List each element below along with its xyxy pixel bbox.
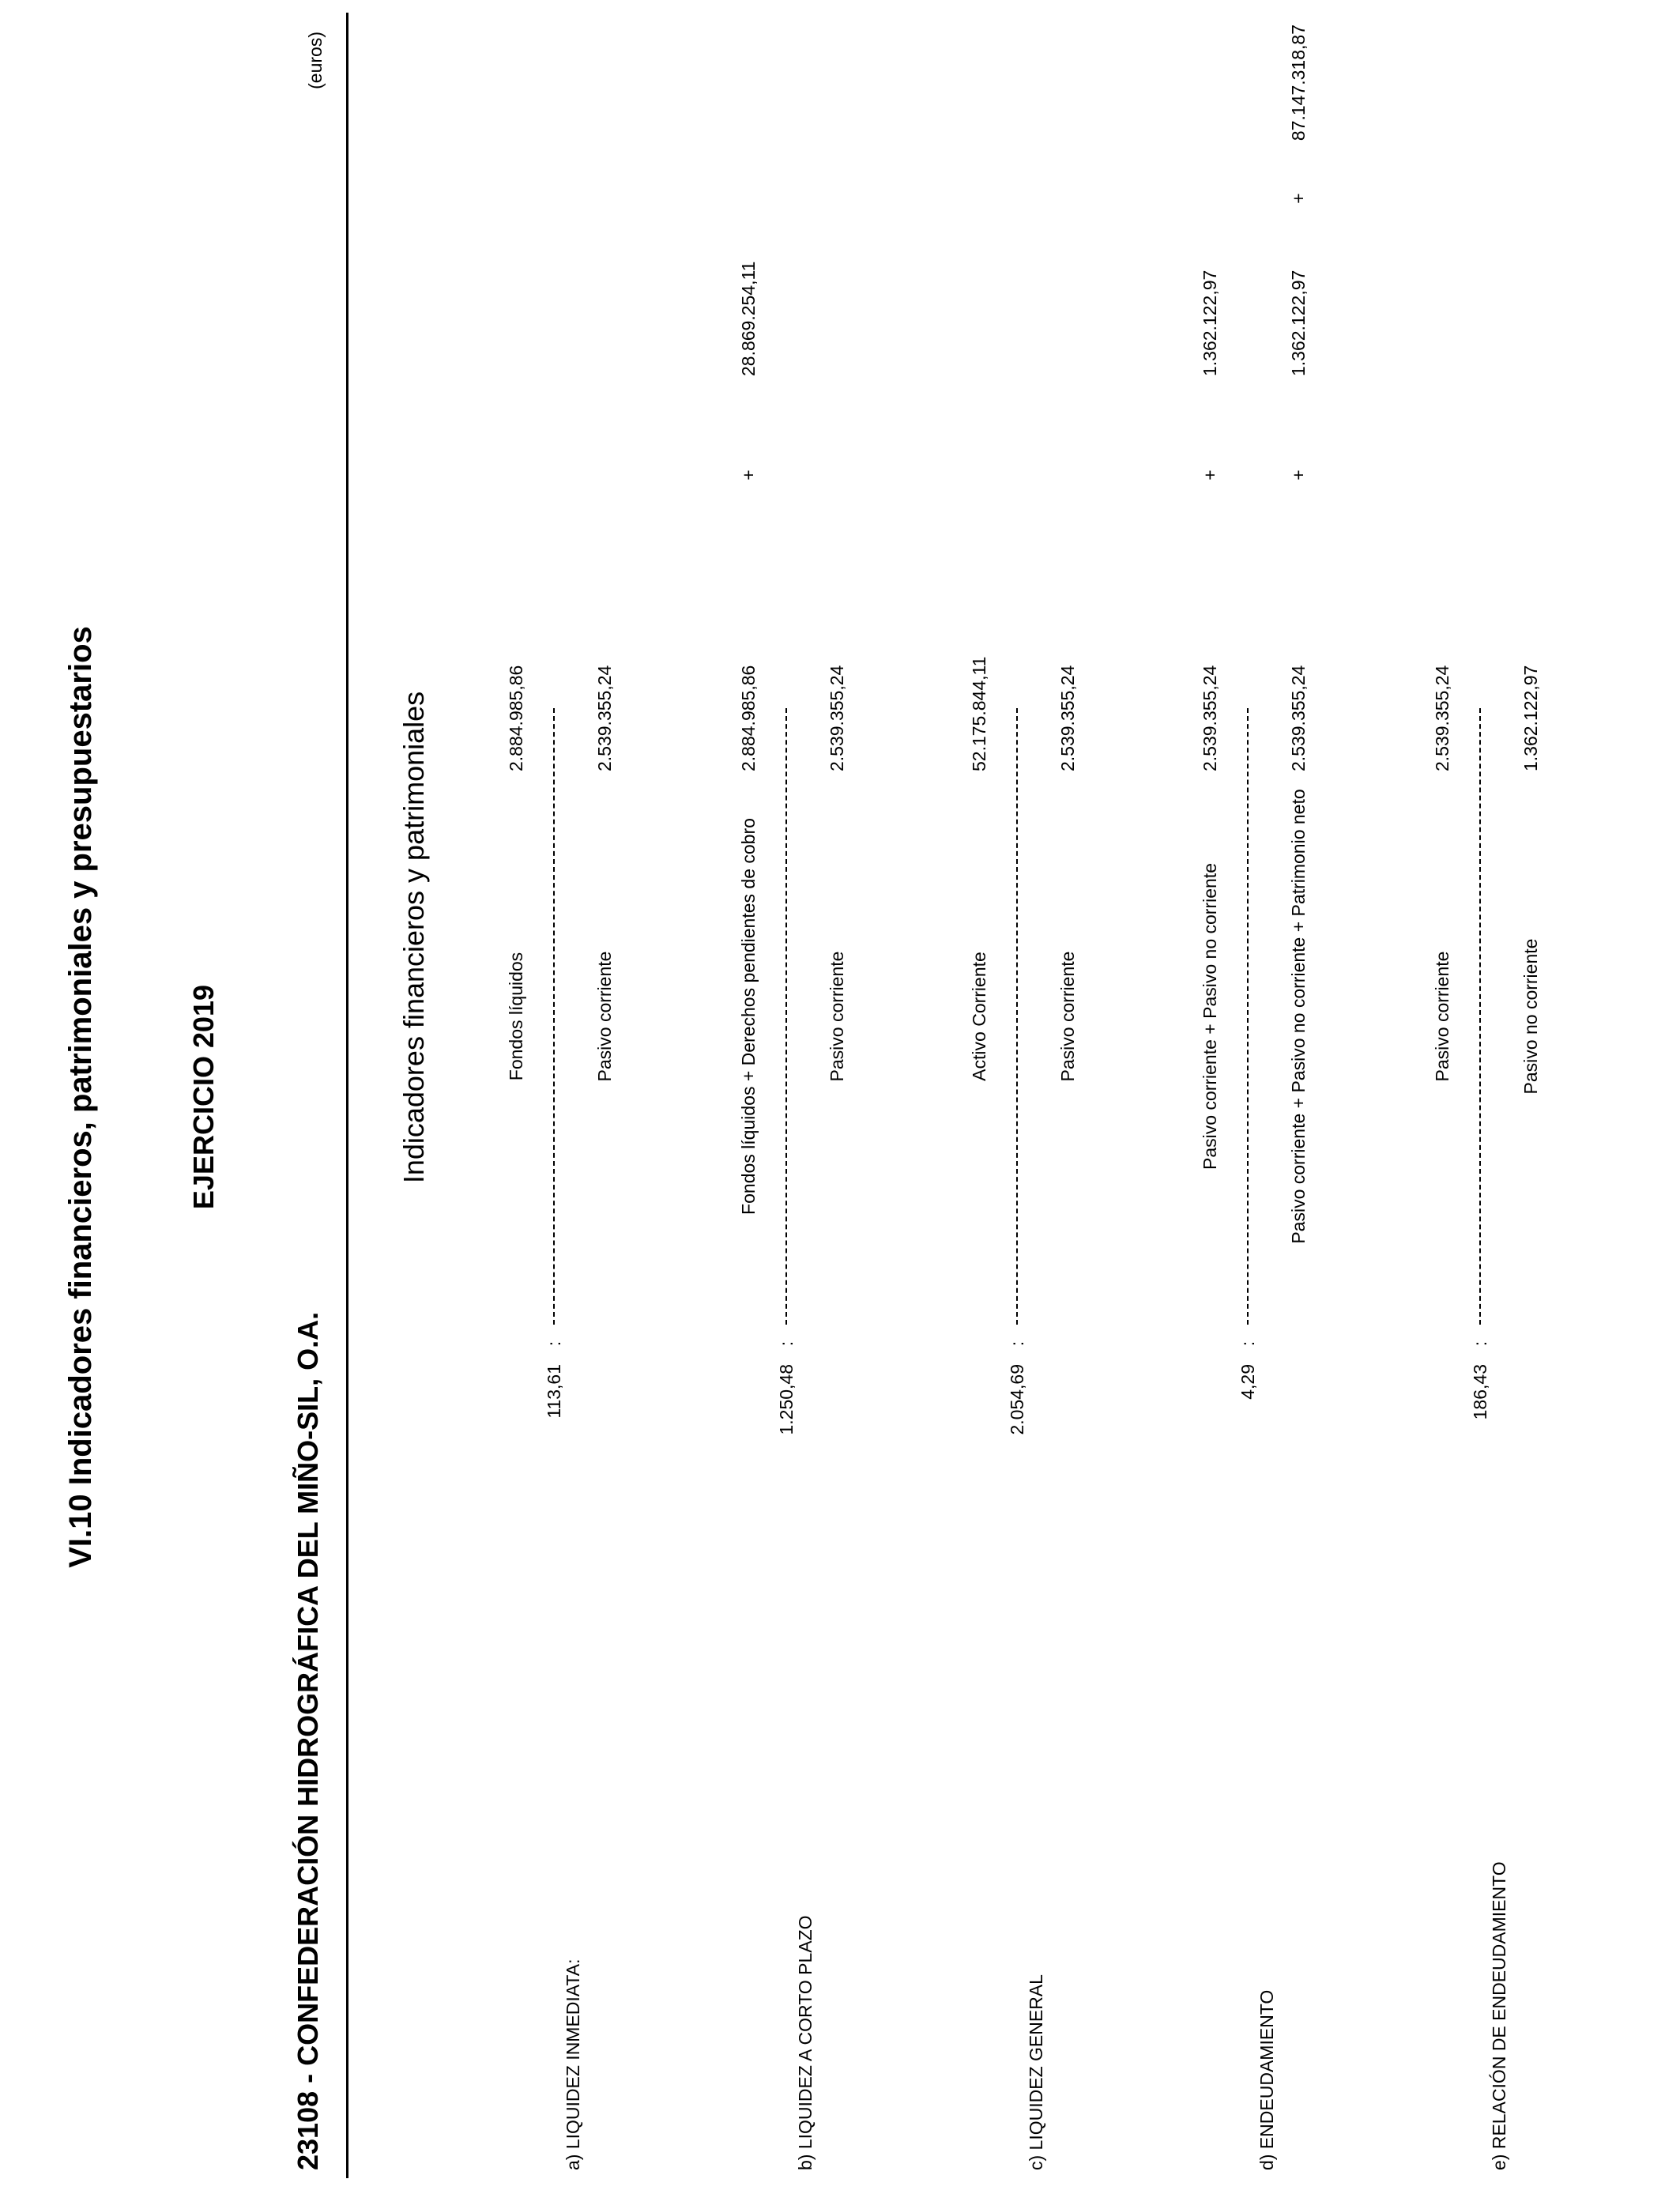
subsection-title: Indicadores financieros y patrimoniales: [397, 691, 430, 1184]
numerator-value: 2.884.985,86: [738, 665, 759, 771]
denominator-value: 87.147.318,87: [1288, 25, 1309, 141]
indicator-label: c) LIQUIDEZ GENERAL: [1026, 1974, 1046, 2170]
denominator-label: Pasivo corriente: [827, 951, 847, 1082]
denominator-value: 2.539.355,24: [1288, 665, 1309, 771]
numerator-label: Fondos líquidos: [506, 952, 526, 1081]
denominator-value: 1.362.122,97: [1288, 270, 1309, 376]
exercise-year: EJERCICIO 2019: [187, 984, 220, 1210]
indicator-colon: :: [776, 1340, 797, 1347]
numerator-operator: +: [1200, 469, 1220, 481]
indicator-label: a) LIQUIDEZ INMEDIATA:: [563, 1958, 583, 2170]
numerator-value: 52.175.844,11: [969, 656, 989, 771]
indicator-value: 113,61: [544, 1364, 564, 1419]
denominator-label: Pasivo corriente: [1057, 951, 1078, 1082]
units-label: (euros): [305, 32, 326, 89]
numerator-label: Fondos líquidos + Derechos pendientes de cobro: [738, 818, 759, 1215]
fraction-line: [1247, 708, 1249, 1325]
numerator-operator: +: [738, 469, 759, 481]
indicator-value: 1.250,48: [776, 1364, 797, 1435]
denominator-label: Pasivo corriente + Pasivo no corriente + Patrimonio neto: [1288, 789, 1309, 1244]
numerator-value: 2.539.355,24: [1432, 665, 1452, 771]
denominator-label: Pasivo no corriente: [1520, 938, 1541, 1095]
indicator-label: b) LIQUIDEZ A CORTO PLAZO: [795, 1915, 816, 2170]
numerator-label: Pasivo corriente: [1432, 951, 1452, 1082]
indicator-value: 186,43: [1470, 1364, 1490, 1420]
numerator-label: Pasivo corriente + Pasivo no corriente: [1200, 863, 1220, 1171]
indicator-value: 2.054,69: [1007, 1364, 1027, 1435]
indicator-colon: :: [1470, 1340, 1490, 1347]
indicator-colon: :: [544, 1340, 564, 1347]
denominator-value: 1.362.122,97: [1520, 665, 1541, 771]
section-title: VI.10 Indicadores financieros, patrimoniales y presupuestarios: [63, 626, 98, 1568]
header-rule: [346, 13, 348, 2178]
numerator-value: 1.362.122,97: [1200, 270, 1220, 376]
denominator-operator: +: [1288, 469, 1309, 481]
indicator-label: d) ENDEUDAMIENTO: [1256, 1989, 1277, 2170]
denominator-value: 2.539.355,24: [1057, 665, 1078, 771]
fraction-line: [1479, 708, 1481, 1325]
denominator-value: 2.539.355,24: [594, 665, 615, 771]
fraction-line: [1016, 708, 1018, 1325]
denominator-operator: +: [1288, 193, 1309, 204]
indicator-label: e) RELACIÓN DE ENDEUDAMIENTO: [1489, 1861, 1509, 2170]
fraction-line: [785, 708, 787, 1325]
fraction-line: [553, 708, 555, 1325]
denominator-value: 2.539.355,24: [827, 665, 847, 771]
numerator-value: 2.884.985,86: [506, 665, 526, 771]
numerator-value: 2.539.355,24: [1200, 665, 1220, 771]
denominator-label: Pasivo corriente: [594, 951, 615, 1082]
indicator-value: 4,29: [1237, 1364, 1258, 1400]
entity-name: 23108 - CONFEDERACIÓN HIDROGRÁFICA DEL MIÑO-SIL, O.A.: [292, 1311, 324, 2170]
numerator-label: Activo Corriente: [969, 952, 989, 1081]
numerator-value: 28.869.254,11: [738, 261, 759, 376]
indicator-colon: :: [1237, 1340, 1258, 1347]
indicator-colon: :: [1007, 1340, 1027, 1347]
